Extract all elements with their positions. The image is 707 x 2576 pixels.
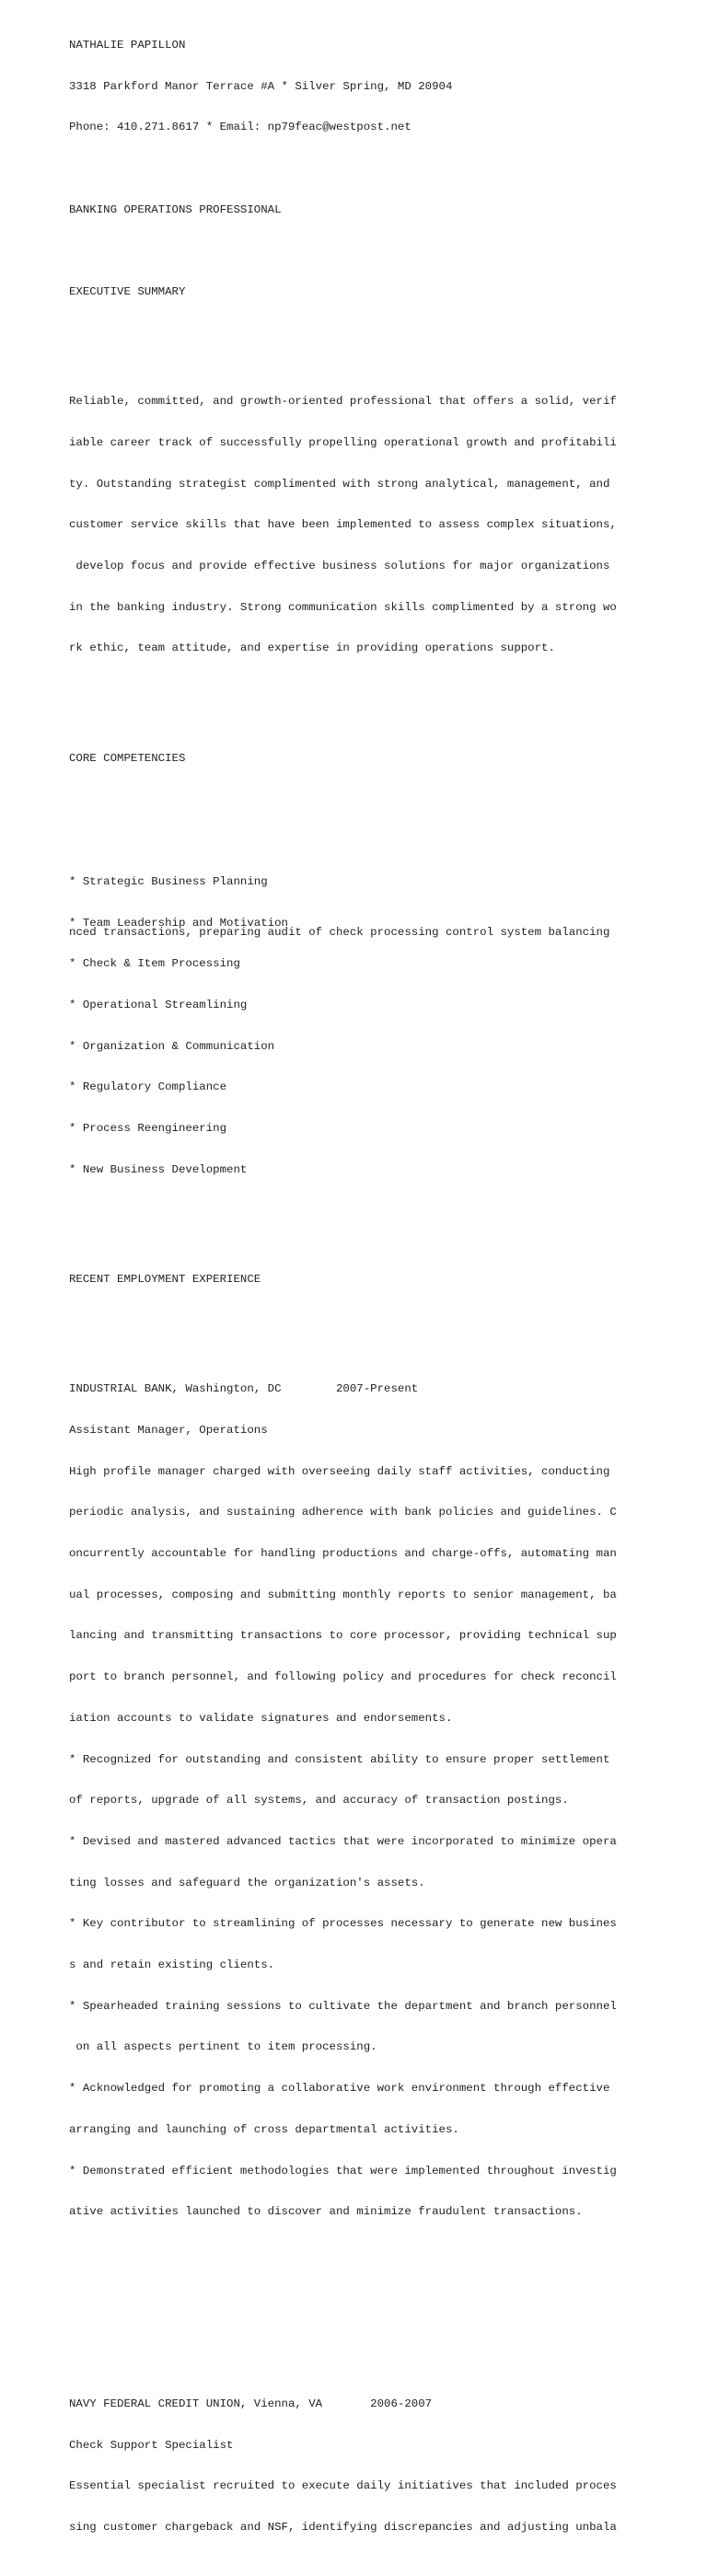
job-description-line: of reports, upgrade of all systems, and accuracy of transaction postings.	[69, 1794, 569, 1808]
job-entry-industrial-bank	[69, 1355, 695, 2247]
summary-line: Reliable, committed, and growth-oriented professional that offers a solid, verif	[69, 395, 617, 409]
list-item: * Check & Item Processing	[69, 957, 240, 971]
job-description-line: lancing and transmitting transactions to core processor, providing technical sup	[69, 1629, 617, 1643]
summary-paragraph	[69, 367, 695, 683]
job-description-line: port to branch personnel, and following policy and procedures for check reconcil	[69, 1670, 617, 1684]
job-description-line: ual processes, composing and submitting monthly reports to senior management, ba	[69, 1588, 617, 1601]
summary-line: ty. Outstanding strategist complimented with strong analytical, management, and	[69, 477, 610, 491]
job-description-line: * Acknowledged for promoting a collaborative work environment through effective	[69, 2082, 610, 2096]
section-heading-experience: RECENT EMPLOYMENT EXPERIENCE	[69, 1272, 261, 1286]
job-description-line: arranging and launching of cross departmental activities.	[69, 2122, 459, 2136]
section-heading-summary: EXECUTIVE SUMMARY	[69, 285, 186, 299]
job-description-continued-line: nced transactions, preparing audit of check processing control system balancing	[69, 926, 610, 939]
section-heading-competencies: CORE COMPETENCIES	[69, 751, 186, 765]
list-item: * Organization & Communication	[69, 1039, 275, 1053]
employer-line: INDUSTRIAL BANK, Washington, DC 2007-Present	[69, 1382, 419, 1396]
job-description-line: * Recognized for outstanding and consistent ability to ensure proper settlement	[69, 1752, 610, 1766]
summary-line: develop focus and provide effective business solutions for major organizations	[69, 560, 610, 573]
job-description-line: on all aspects pertinent to item processing.	[69, 2040, 377, 2054]
candidate-name: NATHALIE PAPILLON	[69, 38, 186, 52]
address-line: 3318 Parkford Manor Terrace #A * Silver Spring, MD 20904	[69, 79, 453, 93]
employer-line: NAVY FEDERAL CREDIT UNION, Vienna, VA 2006-2007	[69, 2397, 433, 2410]
job-description-line: Essential specialist recruited to execute daily initiatives that included proces	[69, 2479, 617, 2493]
resume-document	[69, 11, 695, 2576]
job-description-line: iation accounts to validate signatures and endorsements.	[69, 1711, 453, 1725]
summary-line: rk ethic, team attitude, and expertise in providing operations support.	[69, 641, 555, 655]
job-description-line: ting losses and safeguard the organization's assets.	[69, 1876, 425, 1889]
summary-line: iable career track of successfully propelling operational growth and profitabili	[69, 435, 617, 449]
list-item: * Regulatory Compliance	[69, 1080, 227, 1094]
professional-headline: BANKING OPERATIONS PROFESSIONAL	[69, 202, 282, 216]
list-item: * Operational Streamlining	[69, 998, 248, 1011]
job-description-line: periodic analysis, and sustaining adherence with bank policies and guidelines. C	[69, 1506, 617, 1519]
list-item: * Team Leadership and Motivation	[69, 916, 288, 930]
job-description-line: High profile manager charged with overseeing daily staff activities, conducting	[69, 1464, 610, 1478]
job-description-line: ative activities launched to discover and minimize fraudulent transactions.	[69, 2205, 583, 2219]
contact-line: Phone: 410.271.8617 * Email: np79feac@westpost.net	[69, 121, 411, 134]
list-item: * Strategic Business Planning	[69, 874, 268, 888]
job-description-line: * Spearheaded training sessions to cultivate the department and branch personnel	[69, 1999, 617, 2013]
job-description-line: oncurrently accountable for handling productions and charge-offs, automating man	[69, 1546, 617, 1560]
job-title: Assistant Manager, Operations	[69, 1423, 268, 1437]
list-item: * Process Reengineering	[69, 1122, 227, 1136]
summary-line: in the banking industry. Strong communication skills complimented by a strong wo	[69, 600, 617, 614]
job-description-line: * Demonstrated efficient methodologies that were implemented throughout investig	[69, 2164, 617, 2177]
list-item: * New Business Development	[69, 1162, 248, 1176]
job-description-line: s and retain existing clients.	[69, 1958, 275, 1972]
job-description-line: * Devised and mastered advanced tactics that were incorporated to minimize opera	[69, 1834, 617, 1848]
job-description-line: sing customer chargeback and NSF, identifying discrepancies and adjusting unbala	[69, 2520, 617, 2534]
competencies-list	[69, 848, 695, 1204]
summary-line: customer service skills that have been implemented to assess complex situations,	[69, 518, 617, 532]
job-entry-navy-federal	[69, 2370, 695, 2562]
job-description-line: * Key contributor to streamlining of processes necessary to generate new busines	[69, 1917, 617, 1931]
job-title: Check Support Specialist	[69, 2438, 234, 2452]
